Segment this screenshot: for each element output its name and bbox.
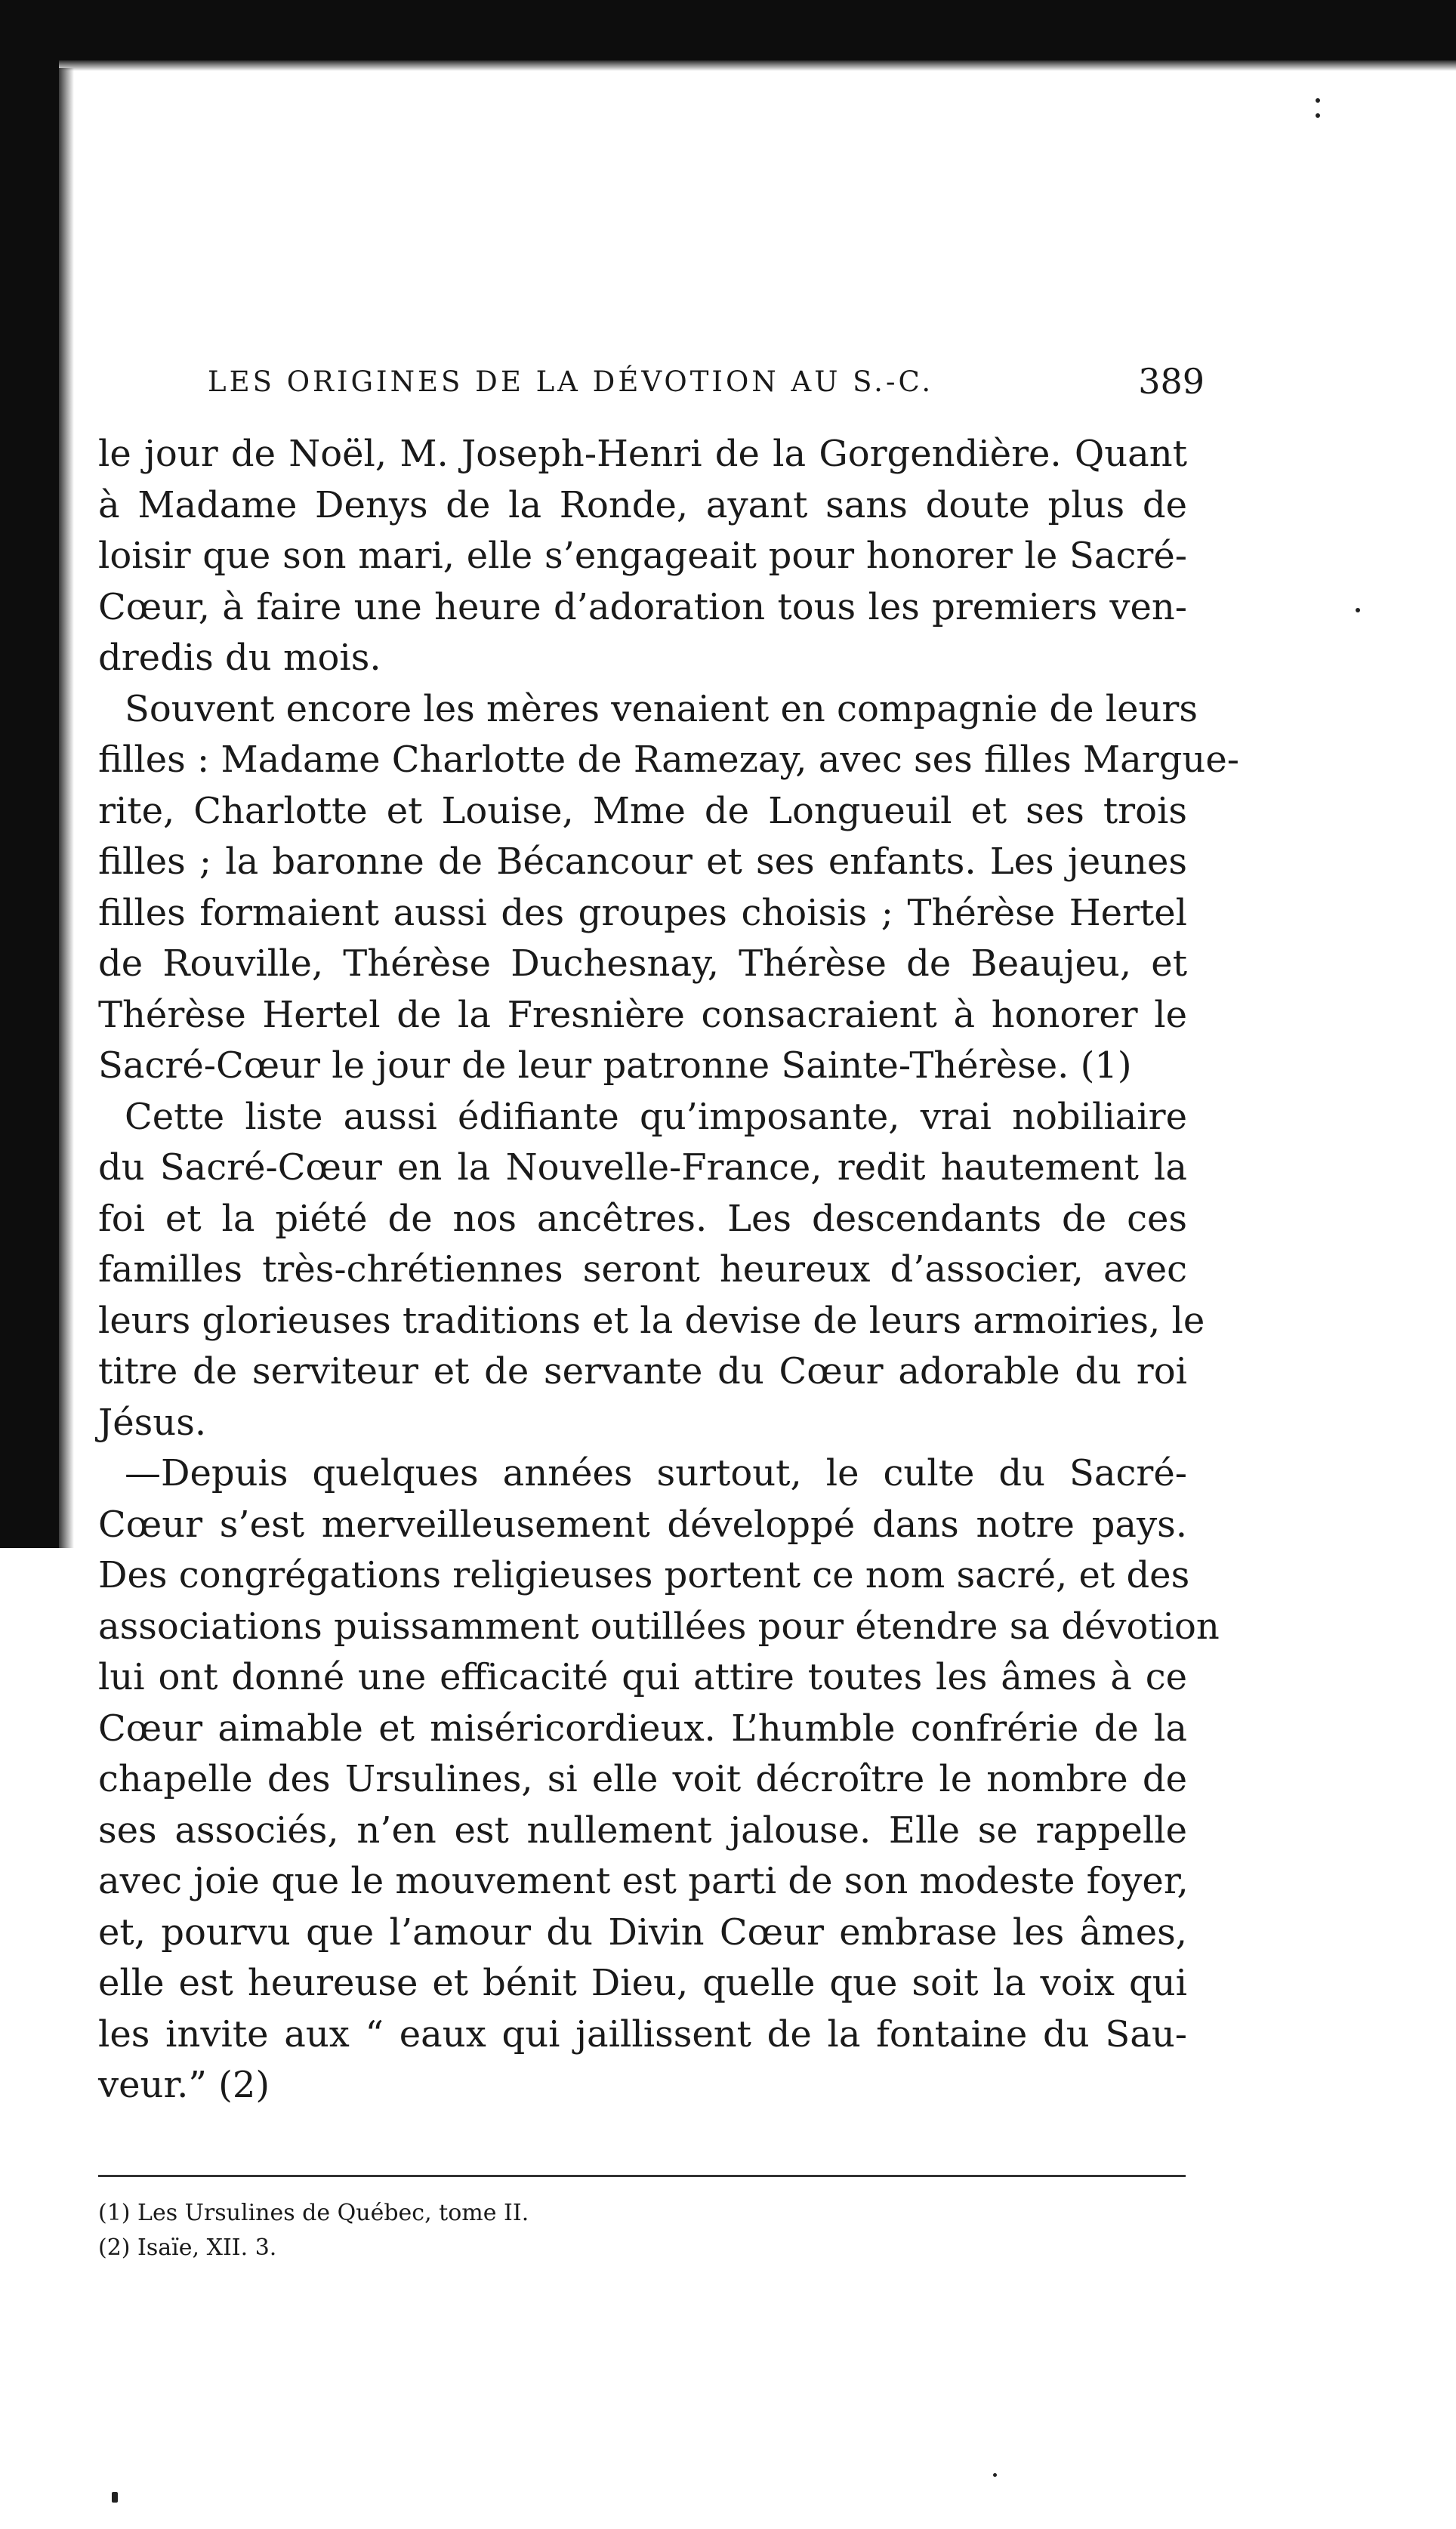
text-line: filles ; la baronne de Bécancour et ses enfants. Les jeunes <box>98 840 1187 883</box>
text-line: Souvent encore les mères venaient en compagnie de leurs <box>125 687 1198 730</box>
text-line: du Sacré-Cœur en la Nouvelle-France, redit hautement la <box>98 1146 1187 1189</box>
text-line: Sacré-Cœur le jour de leur patronne Sainte-Thérèse. (1) <box>98 1044 1132 1087</box>
text-line: Cœur aimable et miséricordieux. L’humble confrérie de la <box>98 1707 1187 1750</box>
text-line: —Depuis quelques années surtout, le culte du Sacré- <box>125 1452 1187 1494</box>
scan-speck <box>993 2473 997 2477</box>
text-line: rite, Charlotte et Louise, Mme de Longueuil et ses trois <box>98 789 1187 832</box>
text-line: chapelle des Ursulines, si elle voit décroître le nombre de <box>98 1758 1187 1800</box>
text-line: Thérèse Hertel de la Fresnière consacraient à honorer le <box>98 993 1187 1036</box>
text-line: Des congrégations religieuses portent ce nom sacré, et des <box>98 1554 1190 1596</box>
text-line: familles très-chrétiennes seront heureux d’associer, avec <box>98 1248 1187 1291</box>
text-line: filles : Madame Charlotte de Ramezay, avec ses filles Margue- <box>98 739 1239 781</box>
text-line: dredis du mois. <box>98 637 381 679</box>
text-line: lui ont donné une efficacité qui attire toutes les âmes à ce <box>98 1656 1187 1698</box>
body-text <box>98 429 1239 2111</box>
running-head: LES ORIGINES DE LA DÉVOTION AU S.-C. <box>208 365 934 398</box>
text-line: à Madame Denys de la Ronde, ayant sans doute plus de <box>98 483 1187 526</box>
footnote: (1) Les Ursulines de Québec, tome II. <box>98 2200 529 2226</box>
text-line: les invite aux “ eaux qui jaillissent de la fontaine du Sau- <box>98 2012 1187 2056</box>
page-header <box>208 361 1205 414</box>
text-line: titre de serviteur et de servante du Cœur adorable du roi <box>98 1350 1187 1392</box>
text-line: de Rouville, Thérèse Duchesnay, Thérèse de Beaujeu, et <box>98 942 1187 985</box>
footnote-divider <box>98 2175 1186 2177</box>
scan-speck <box>112 2492 118 2503</box>
footnote: (2) Isaïe, XII. 3. <box>98 2234 277 2261</box>
text-line: et, pourvu que l’amour du Divin Cœur embrase les âmes, <box>98 1911 1187 1954</box>
text-line: le jour de Noël, M. Joseph-Henri de la Gorgendière. Quant <box>98 433 1187 475</box>
text-line: loisir que son mari, elle s’engageait pour honorer le Sacré- <box>98 535 1187 577</box>
text-line: associations puissamment outillées pour étendre sa dévotion <box>98 1605 1220 1648</box>
text-line: veur.” (2) <box>98 2064 270 2106</box>
text-line: elle est heureuse et bénit Dieu, quelle que soit la voix qui <box>98 1962 1187 2004</box>
text-line: leurs glorieuses traditions et la devise de leurs armoiries, le <box>98 1299 1205 1342</box>
scan-top-shadow <box>30 60 1456 71</box>
text-line: foi et la piété de nos ancêtres. Les descendants de ces <box>98 1197 1187 1240</box>
text-line: ses associés, n’en est nullement jalouse. Elle se rappelle <box>98 1809 1187 1852</box>
text-line: avec joie que le mouvement est parti de son modeste foyer, <box>98 1860 1189 1902</box>
page-number: 389 <box>1138 361 1205 402</box>
scan-left-border <box>0 0 59 1548</box>
text-line: Cœur, à faire une heure d’adoration tous les premiers ven- <box>98 585 1187 628</box>
footnotes <box>98 2196 1186 2265</box>
scan-top-border <box>0 0 1456 60</box>
scan-left-shadow <box>59 68 74 1548</box>
text-line: Cœur s’est merveilleusement développé dans notre pays. <box>98 1503 1187 1546</box>
scan-speck <box>1356 608 1360 612</box>
text-line: Jésus. <box>98 1401 207 1444</box>
scan-speck <box>1316 98 1320 103</box>
text-line: Cette liste aussi édifiante qu’imposante, vrai nobiliaire <box>125 1095 1187 1138</box>
text-line: filles formaient aussi des groupes choisis ; Thérèse Hertel <box>98 891 1187 934</box>
scan-speck <box>1316 113 1320 118</box>
